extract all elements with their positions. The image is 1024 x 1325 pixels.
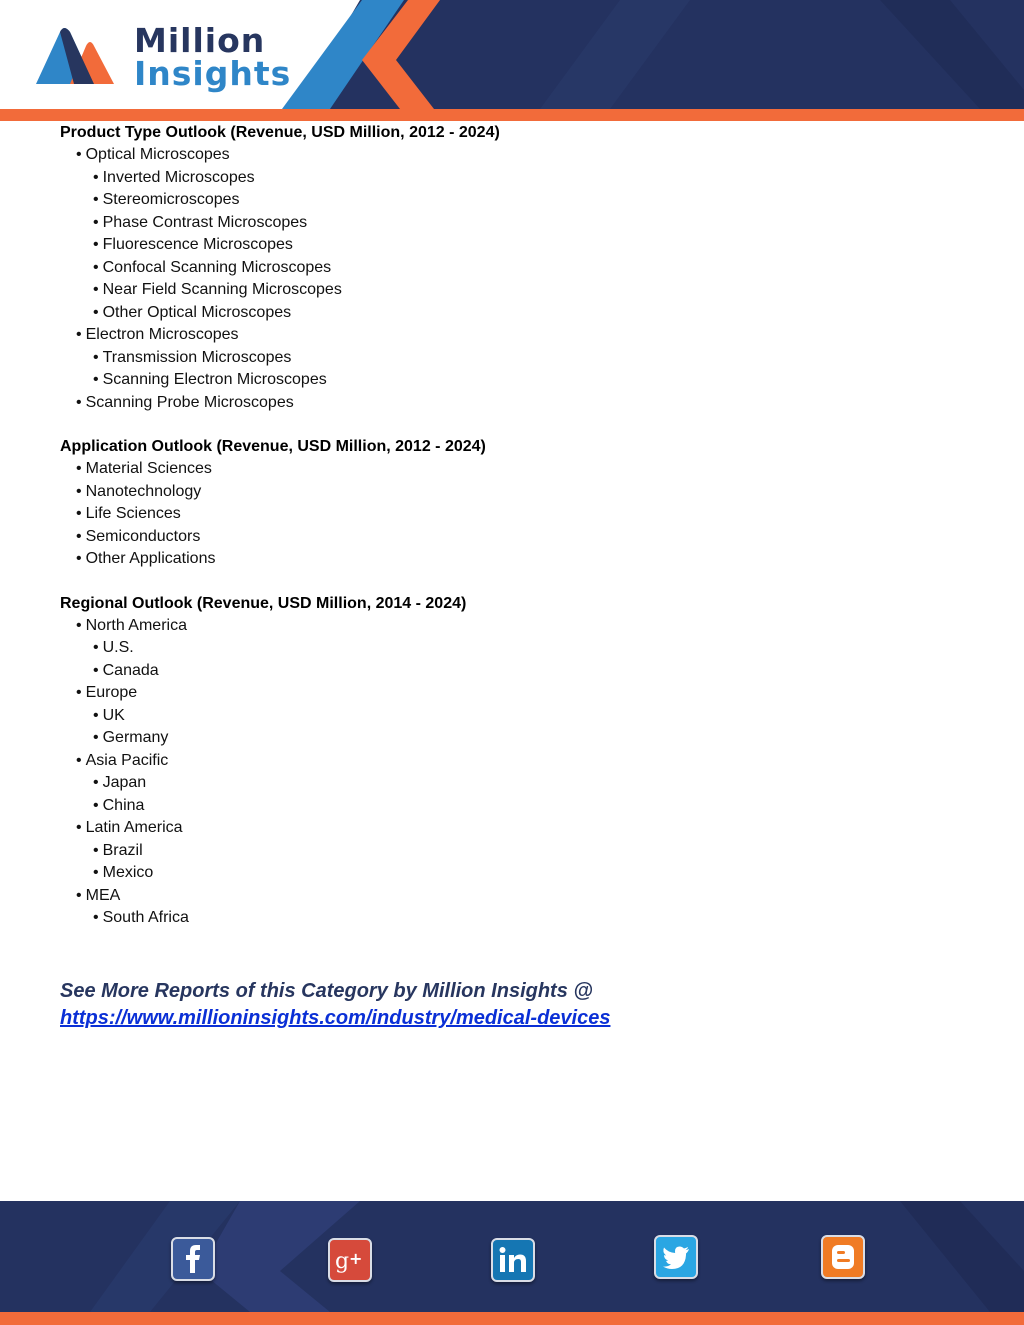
sub-list-item [60, 167, 960, 190]
million-insights-logo[interactable] [30, 21, 292, 94]
bullet-icon: • [76, 684, 82, 701]
svg-text:+: + [349, 1249, 363, 1268]
sub-list-item [60, 705, 960, 728]
page-footer [0, 1201, 1024, 1325]
sub-list-item [60, 727, 960, 750]
list-item-label: Nanotechnology [85, 482, 202, 500]
list-item-label: Scanning Probe Microscopes [85, 393, 294, 411]
sub-list-item [60, 234, 960, 257]
logo-text-million: Million [134, 21, 266, 60]
bullet-icon: • [76, 326, 82, 343]
sub-list-item [60, 302, 960, 325]
sub-list-item-label: Other Optical Microscopes [102, 303, 292, 321]
list-item [60, 503, 960, 526]
bullet-icon: • [93, 706, 99, 724]
list-item [60, 817, 960, 840]
sub-list-item-label: Inverted Microscopes [102, 168, 255, 186]
bullet-icon: • [93, 371, 99, 388]
list-item [60, 481, 960, 504]
bullet-icon: • [76, 505, 82, 522]
list-item-label: Europe [85, 684, 138, 701]
sub-list-item [60, 279, 960, 302]
bullet-icon: • [76, 886, 82, 904]
bullet-icon: • [93, 303, 99, 321]
list-item [60, 526, 960, 549]
list-item [60, 615, 960, 638]
sub-list-item-label: Germany [102, 729, 169, 746]
bullet-icon: • [76, 482, 82, 500]
list-item-label: Material Sciences [85, 460, 212, 477]
bullet-icon: • [93, 168, 99, 186]
sub-list-item-label: Mexico [102, 864, 154, 881]
bullet-icon: • [93, 661, 99, 679]
bullet-icon: • [93, 729, 99, 746]
sub-list-item [60, 862, 960, 885]
logo-text-insights: Insights [134, 54, 292, 93]
sub-list-item-label: Japan [102, 774, 147, 791]
sub-list-item-label: China [102, 796, 145, 814]
section-title: Application Outlook (Revenue, USD Million, 2012 - 2024) [60, 438, 486, 455]
list-item-label: Semiconductors [85, 527, 201, 545]
list-item [60, 750, 960, 773]
list-item-label: Other Applications [85, 550, 216, 567]
bullet-icon: • [93, 909, 99, 926]
bullet-icon: • [93, 236, 99, 253]
bullet-icon: • [93, 796, 99, 814]
list-item [60, 458, 960, 481]
sub-list-item [60, 840, 960, 863]
bullet-icon: • [76, 550, 82, 567]
list-item-label: North America [85, 616, 187, 634]
report-outline [60, 122, 960, 952]
bullet-icon: • [76, 819, 82, 836]
bullet-icon: • [93, 639, 99, 656]
sub-list-item [60, 795, 960, 818]
sub-list-item [60, 772, 960, 795]
bullet-icon: • [93, 348, 99, 366]
bullet-icon: • [76, 146, 82, 163]
blogger-icon[interactable] [821, 1235, 865, 1279]
list-item-label: Electron Microscopes [85, 326, 239, 343]
section-title: Regional Outlook (Revenue, USD Million, 2014 - 2024) [60, 594, 467, 612]
sub-list-item [60, 907, 960, 930]
logo-mark-icon [30, 22, 120, 88]
twitter-icon[interactable] [654, 1235, 698, 1279]
list-item-label: Optical Microscopes [85, 146, 230, 163]
list-item [60, 548, 960, 571]
list-item [60, 144, 960, 167]
google-plus-icon[interactable] [328, 1238, 372, 1282]
more-reports-link[interactable]: https://www.millioninsights.com/industry/medical-devices [60, 1007, 611, 1029]
more-reports [60, 978, 960, 1032]
list-item-label: MEA [85, 886, 121, 904]
bullet-icon: • [76, 393, 82, 411]
bullet-icon: • [76, 616, 82, 634]
sub-list-item-label: Fluorescence Microscopes [102, 236, 293, 253]
outline-section [60, 593, 960, 930]
page-header [0, 0, 1024, 121]
list-item [60, 682, 960, 705]
section-title: Product Type Outlook (Revenue, USD Million, 2012 - 2024) [60, 124, 500, 141]
more-reports-text: See More Reports of this Category by Million Insights @ [60, 980, 593, 1002]
list-item-label: Asia Pacific [85, 751, 169, 769]
facebook-icon[interactable] [171, 1237, 215, 1281]
list-item-label: Latin America [85, 819, 183, 836]
sub-list-item [60, 660, 960, 683]
sub-list-item-label: Phase Contrast Microscopes [102, 213, 308, 231]
sub-list-item [60, 257, 960, 280]
sub-list-item [60, 637, 960, 660]
bullet-icon: • [93, 841, 99, 859]
list-item [60, 392, 960, 415]
bullet-icon: • [93, 258, 99, 276]
sub-list-item [60, 369, 960, 392]
bullet-icon: • [76, 527, 82, 545]
sub-list-item-label: UK [102, 706, 125, 724]
sub-list-item-label: Scanning Electron Microscopes [102, 371, 327, 388]
list-item [60, 324, 960, 347]
sub-list-item [60, 189, 960, 212]
bullet-icon: • [93, 281, 99, 298]
list-item [60, 885, 960, 908]
outline-section [60, 122, 960, 414]
linkedin-icon[interactable] [491, 1238, 535, 1282]
sub-list-item-label: Stereomicroscopes [102, 191, 240, 208]
sub-list-item-label: U.S. [102, 639, 134, 656]
svg-text:g: g [335, 1249, 350, 1274]
bullet-icon: • [76, 751, 82, 769]
bullet-icon: • [93, 774, 99, 791]
sub-list-item-label: Confocal Scanning Microscopes [102, 258, 332, 276]
sub-list-item-label: Brazil [102, 841, 143, 859]
sub-list-item [60, 212, 960, 235]
sub-list-item-label: South Africa [102, 909, 189, 926]
bullet-icon: • [93, 864, 99, 881]
sub-list-item-label: Near Field Scanning Microscopes [102, 281, 342, 298]
sub-list-item-label: Transmission Microscopes [102, 348, 292, 366]
sub-list-item [60, 347, 960, 370]
bullet-icon: • [93, 191, 99, 208]
bullet-icon: • [93, 213, 99, 231]
list-item-label: Life Sciences [85, 505, 181, 522]
bullet-icon: • [76, 460, 82, 477]
sub-list-item-label: Canada [102, 661, 159, 679]
outline-section [60, 436, 960, 571]
